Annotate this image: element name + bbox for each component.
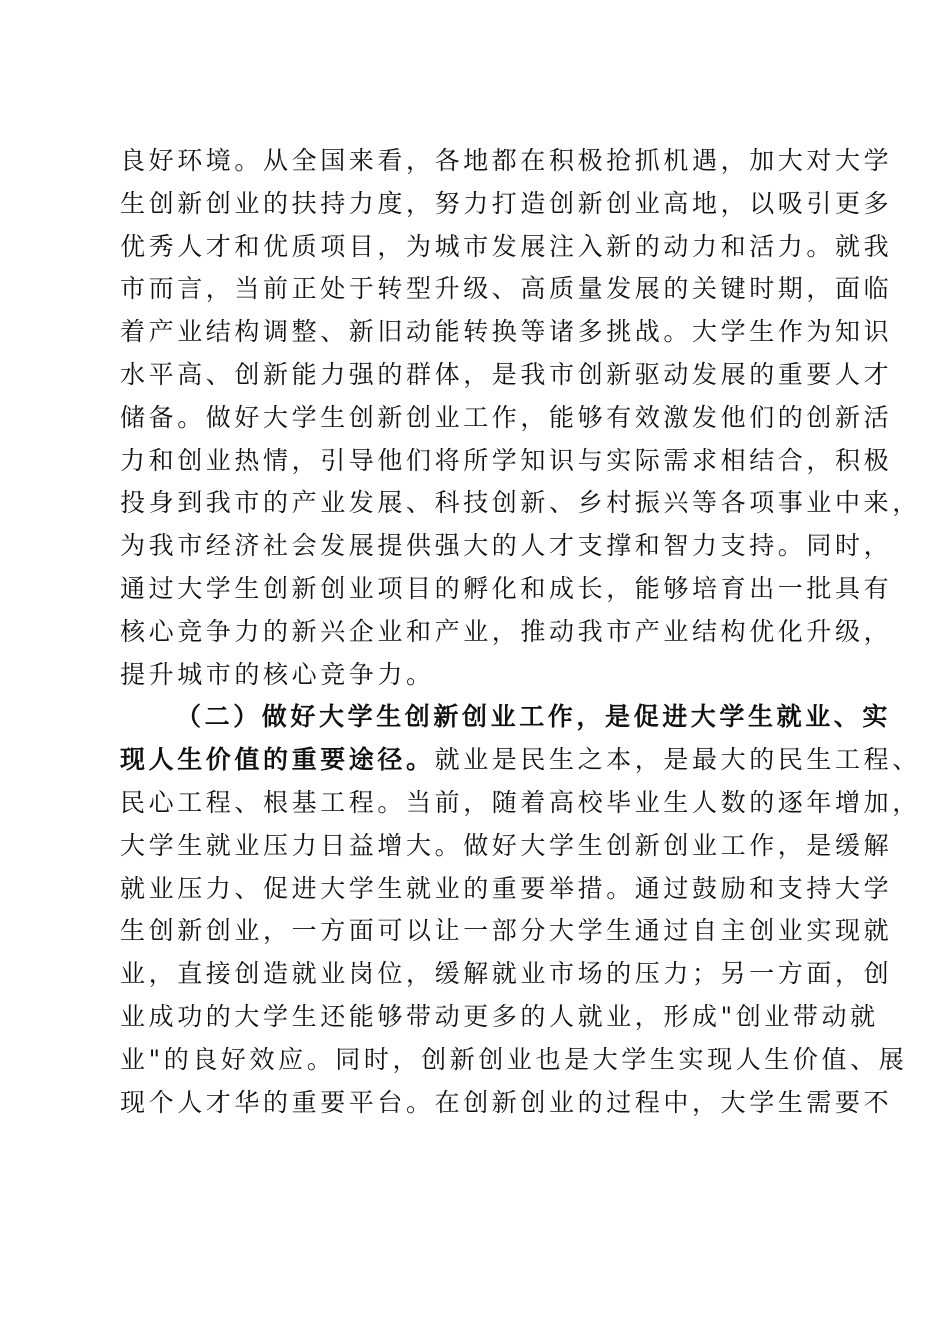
text-line: 核心竞争力的新兴企业和产业，推动我市产业结构优化升级， [120,616,893,646]
text-line [120,739,921,782]
text-line: 优秀人才和优质项目，为城市发展注入新的动力和活力。就我 [120,231,893,261]
text-line: 业成功的大学生还能够带动更多的人就业，形成"创业带动就 [120,1001,879,1031]
text-line: 生创新创业，一方面可以让一部分大学生通过自主创业实现就 [120,916,893,946]
text-line: 为我市经济社会发展提供强大的人才支撑和智力支持。同时， [120,531,893,561]
text-line: 业，直接创造就业岗位，缓解就业市场的压力；另一方面，创 [120,959,893,989]
text-line: 投身到我市的产业发展、科技创新、乡村振兴等各项事业中来， [120,488,921,518]
text-line: 水平高、创新能力强的群体，是我市创新驱动发展的重要人才 [120,359,893,389]
text-line: 着产业结构调整、新旧动能转换等诸多挑战。大学生作为知识 [120,317,893,347]
text-line: 提升城市的核心竞争力。 [120,659,435,689]
text-line: 就业压力、促进大学生就业的重要举措。通过鼓励和支持大学 [120,873,893,903]
section-heading: （二）做好大学生创新创业工作，是促进大学生就业、实 [176,702,892,732]
body-text [120,140,921,1124]
text-line: 现个人才华的重要平台。在创新创业的过程中，大学生需要不 [120,1087,893,1117]
text-line: 市而言，当前正处于转型升级、高质量发展的关键时期，面临 [120,274,893,304]
text-line: 储备。做好大学生创新创业工作，能够有效激发他们的创新活 [120,402,893,432]
text-line: 力和创业热情，引导他们将所学知识与实际需求相结合，积极 [120,445,893,475]
text-line: 通过大学生创新创业项目的孵化和成长，能够培育出一批具有 [120,573,893,603]
text-span: 就业是民生之本，是最大的民生工程、 [434,745,921,775]
text-line: 良好环境。从全国来看，各地都在积极抢抓机遇，加大对大学 [120,146,893,175]
text-line: 民心工程、根基工程。当前，随着高校毕业生人数的逐年增加， [120,787,921,817]
section-heading-continued: 现人生价值的重要途径。 [120,745,435,775]
text-line: 生创新创业的扶持力度，努力打造创新创业高地，以吸引更多 [120,188,893,218]
text-line: 业"的良好效应。同时，创新创业也是大学生实现人生价值、展 [120,1044,908,1074]
text-line: 大学生就业压力日益增大。做好大学生创新创业工作，是缓解 [120,830,893,860]
